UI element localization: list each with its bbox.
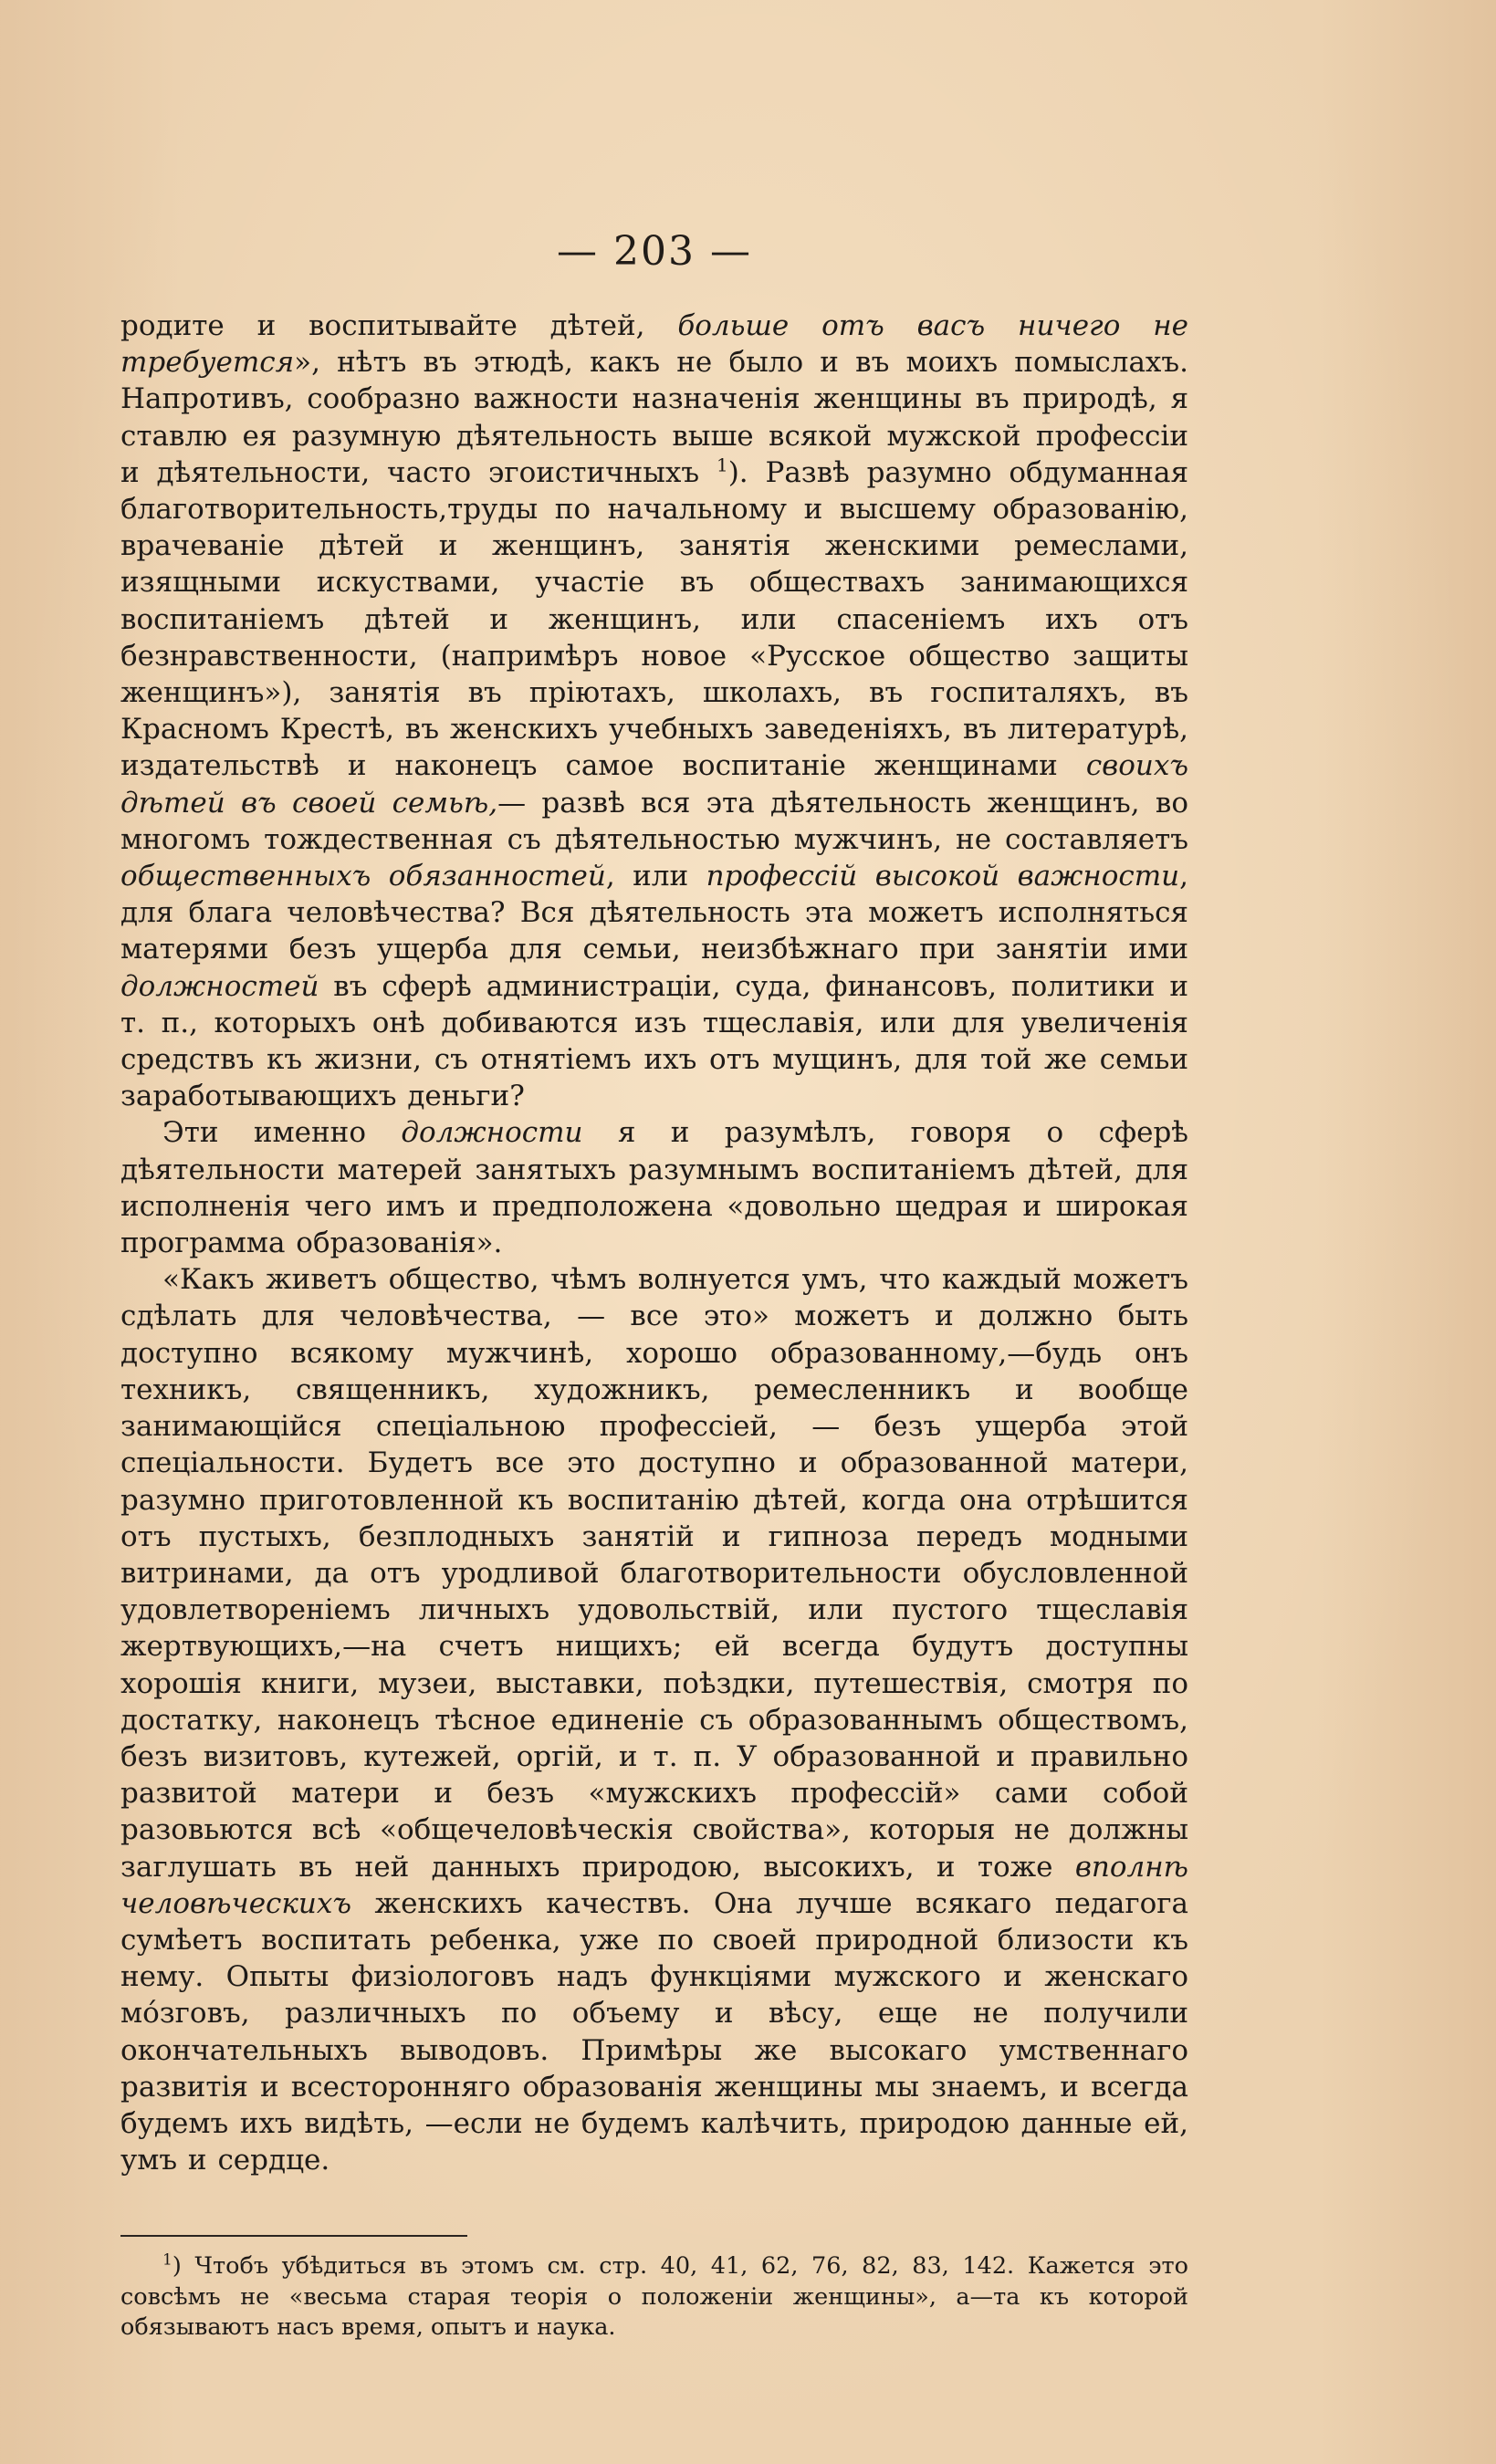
text-run: Эти именно xyxy=(162,1116,402,1150)
paragraph-1 xyxy=(120,308,1188,1114)
text-run: — развѣ вся эта дѣятельность женщинъ, во многомъ тождественная съ дѣятельностью мужчинъ, не составляетъ xyxy=(120,786,1188,856)
body-text xyxy=(120,308,1188,2178)
text-run: родите и воспитывайте дѣтей, xyxy=(120,309,678,342)
text-run: , или xyxy=(605,860,706,893)
text-run: я и разумѣлъ, говоря о сферѣ дѣятельности матерей занятыхъ разумнымъ воспитаніемъ дѣтей, для исполненія чего имъ и предположена «довольно щедрая и широкая программа образованія». xyxy=(120,1116,1188,1260)
footnote-separator xyxy=(120,2235,467,2237)
text-run: , для блага человѣчества? Вся дѣятельность эта можетъ исполняться матерями безъ ущерба для семьи, неизбѣжнаго при занятіи ими xyxy=(120,860,1189,966)
document-page xyxy=(120,228,1188,2344)
footnote xyxy=(120,2251,1188,2344)
italic-run: больше отъ васъ ничего не требуется xyxy=(120,309,1188,380)
text-run: «Какъ живетъ общество, чѣмъ волнуется умъ, что каждый можетъ сдѣлать для человѣчества, — все это» можетъ и должно быть доступно всякому мужчинѣ, хорошо образованному,—будь онъ техникъ, священникъ, художникъ, ремесленникъ и вообще занимающійся спеціальною профессіей, — безъ ущерба этой спеціальности. Будетъ все это доступно и образованной матери, разумно приготовленной къ воспитанію дѣтей, когда она отрѣшится отъ пустыхъ, безплодныхъ занятій и гипноза передъ модными витринами, да отъ уродливой благотворительности обусловленной удовлетвореніемъ личныхъ удовольствій, или пустого тщеславія жертвующихъ,—на счетъ нищихъ; ей всегда будутъ доступны хорошія книги, музеи, выставки, поѣздки, путешествія, смотря по достатку, наконецъ тѣсное единеніе съ образованнымъ обществомъ, безъ визитовъ, кутежей, оргій, и т. п. У образованной и правильно развитой матери и безъ «мужскихъ профессій» сами собой разовьются всѣ «общечеловѣческія свойства», которыя не должны заглушать въ ней данныхъ природою, высокихъ, и тоже xyxy=(120,1263,1188,1884)
text-run: женскихъ качествъ. Она лучше всякаго педагога сумѣетъ воспитать ребенка, уже по своей природной близости къ нему. Опыты физіологовъ надъ функціями мужского и женскаго мо́зговъ, различныхъ по объему и вѣсу, еще не получили окончательныхъ выводовъ. Примѣры же высокаго умственнаго развитія и всесторонняго образованія женщины мы знаемъ, и всегда будемъ ихъ видѣть, —если не будемъ калѣчить, природою данные ей, умъ и сердце. xyxy=(120,1886,1188,2177)
paragraph-3 xyxy=(120,1261,1188,2178)
italic-run: вполнѣ человѣческихъ xyxy=(120,1850,1188,1920)
italic-run: должностей xyxy=(120,969,319,1003)
text-run: въ сферѣ администраціи, суда, финансовъ, политики и т. п., которыхъ онѣ добиваются изъ тщеславія, или для увеличенія средствъ къ жизни, съ отнятіемъ ихъ отъ мущинъ, для той же семьи заработывающихъ деньги? xyxy=(120,969,1188,1113)
text-run: », нѣтъ въ этюдѣ, какъ не было и въ моихъ помыслахъ. Напротивъ, сообразно важности назначенія женщины въ природѣ, я ставлю ея разумную дѣятельность выше всякой мужской профессіи и дѣятельности, часто эгоистичныхъ xyxy=(120,346,1188,489)
text-run: ). Развѣ разумно обдуманная благотворительность,труды по начальному и высшему образованію, врачеваніе дѣтей и женщинъ, занятія женскими ремеслами, изящными искуствами, участіе въ обществахъ занимающихся воспитаніемъ дѣтей и женщинъ, или спасеніемъ ихъ отъ безнравственности, (напримѣръ новое «Русское общество защиты женщинъ»), занятія въ пріютахъ, школахъ, въ госпиталяхъ, въ Красномъ Крестѣ, въ женскихъ учебныхъ заведеніяхъ, въ литературѣ, издательствѣ и наконецъ самое воспитаніе женщинами xyxy=(120,455,1189,783)
footnote-text: ) Чтобъ убѣдиться въ этомъ см. стр. 40, 41, 62, 76, 82, 83, 142. Кажется это совсѣмъ не «весьма старая теорія о положеніи женщины», а—та къ которой обязываютъ насъ время, опытъ и наука. xyxy=(120,2252,1188,2342)
page-number: — 203 — xyxy=(557,228,752,275)
italic-run: своихъ дѣтей въ своей семьѣ, xyxy=(120,749,1188,820)
paragraph-2 xyxy=(120,1114,1188,1261)
italic-run: профессій высокой важности xyxy=(706,860,1180,893)
footnote-reference[interactable]: 1 xyxy=(716,454,728,476)
italic-run: общественныхъ обязанностей xyxy=(120,860,606,893)
italic-run: должности xyxy=(401,1116,583,1150)
footnote-marker: 1 xyxy=(162,2250,173,2270)
